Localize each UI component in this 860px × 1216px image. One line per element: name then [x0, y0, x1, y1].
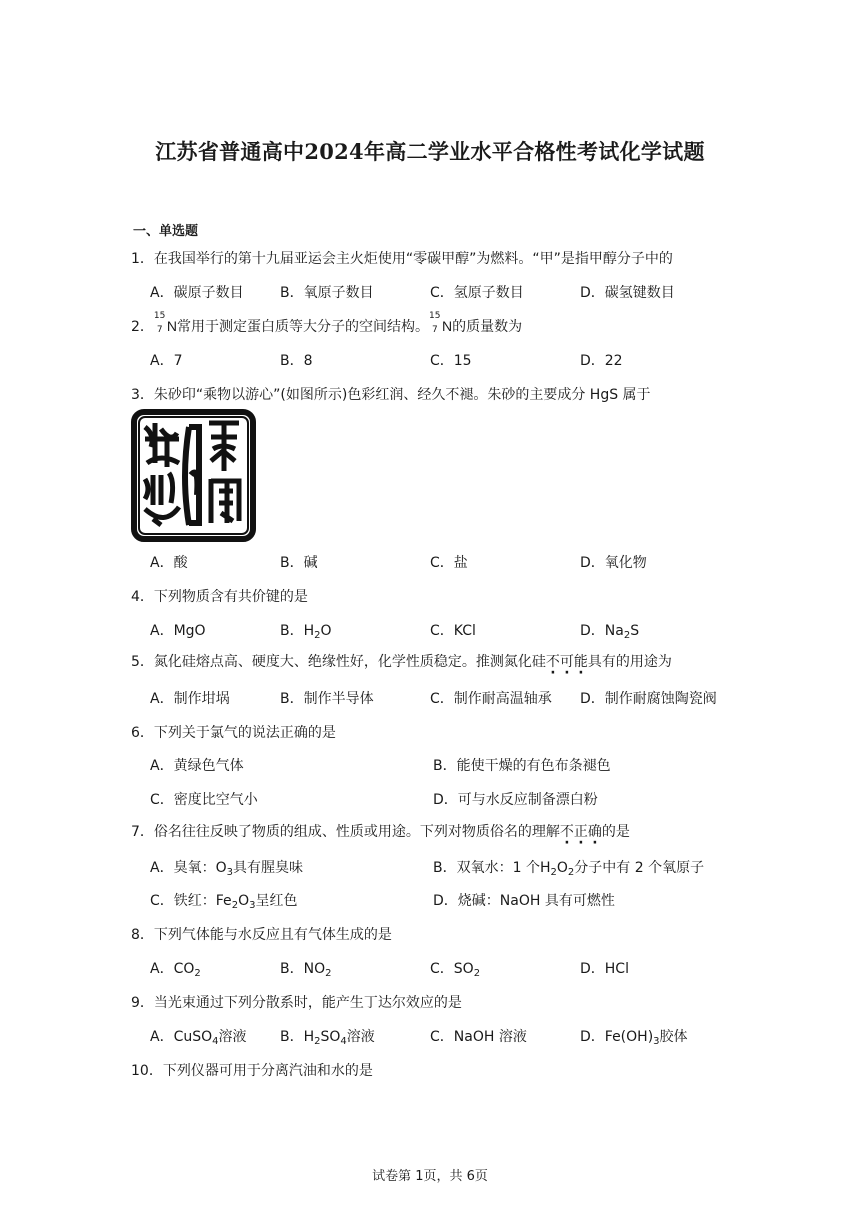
option-c: [430, 958, 480, 978]
subscript: 2: [473, 968, 481, 979]
subscript: 2: [314, 1036, 321, 1047]
option-d: [580, 620, 639, 640]
question-text: 在我国举行的第十九届亚运会主火炬使用“零碳甲醇”为燃料。“甲”是指甲醇分子中的: [153, 251, 673, 267]
emphasis-char: 不: [545, 654, 560, 670]
question-number: 9．: [131, 995, 154, 1011]
question-text: 下列关于氯气的说法正确的是: [153, 725, 336, 741]
element-symbol: N: [166, 318, 178, 334]
atomic-number: 7: [432, 325, 438, 335]
option-b-text: O: [320, 623, 332, 639]
option-a: A．黄绿色气体: [150, 758, 244, 774]
question-7: [131, 821, 630, 841]
question-text: 俗名往往反映了物质的组成、性质或用途。下列对物质俗名的理解: [153, 824, 560, 840]
option-d-text: D．Fe(OH): [580, 1029, 654, 1045]
option-b: B．碱: [280, 555, 318, 571]
option-b-text: O: [556, 860, 568, 876]
question-number: 7．: [131, 824, 154, 840]
question-number: 3．: [131, 387, 154, 403]
question-10: [131, 1060, 373, 1080]
option-b: [433, 857, 704, 877]
option-a: A．制作坩埚: [150, 691, 230, 707]
option-a: A．碳原子数目: [150, 285, 244, 301]
options-9: [150, 1026, 750, 1046]
emphasis-char: 正: [573, 824, 588, 840]
options-6-row2: [150, 789, 750, 809]
option-a: [150, 1026, 247, 1046]
question-text: 下列气体能与水反应且有气体生成的是: [153, 927, 392, 943]
isotope-notation: [429, 311, 442, 335]
option-d: D．HCl: [580, 961, 629, 977]
question-text-tail: 的是: [601, 824, 630, 840]
question-number: 6．: [131, 725, 154, 741]
page-title: 江苏省普通高中2024年高二学业水平合格性考试化学试题: [155, 139, 705, 164]
option-c: C．盐: [430, 555, 468, 571]
option-d: D．碳氢键数目: [580, 285, 675, 301]
option-b-text: B．双氧水：1 个H: [433, 860, 551, 876]
option-a-text: A．CO: [150, 961, 195, 977]
options-7-row2: [150, 890, 750, 910]
option-b: [280, 1026, 375, 1046]
question-number: 2．: [131, 319, 154, 335]
option-c: C．密度比空气小: [150, 792, 258, 808]
question-text: 朱砂印“乘物以游心”(如图所示)色彩红润、经久不褪。朱砂的主要成分 HgS 属于: [153, 387, 651, 403]
subscript: 2: [231, 900, 239, 911]
question-3: [131, 384, 651, 404]
option-d-text: S: [630, 623, 640, 639]
emphasis-char: 不: [559, 824, 574, 840]
option-c: C．制作耐高温轴承: [430, 691, 552, 707]
options-4: [150, 620, 750, 640]
mass-number: 15: [429, 311, 441, 321]
emphasis-char: 确: [587, 824, 602, 840]
option-b: B．8: [280, 353, 313, 369]
option-b: B．氧原子数目: [280, 285, 374, 301]
question-1: [131, 248, 673, 268]
option-c: C．15: [430, 353, 472, 369]
option-a-text: 溶液: [218, 1029, 247, 1045]
option-d-text: D．Na: [580, 623, 624, 639]
question-number: 4．: [131, 589, 154, 605]
option-c: [150, 890, 297, 910]
options-7-row1: [150, 857, 750, 877]
option-b: B．制作半导体: [280, 691, 374, 707]
question-9: [131, 992, 462, 1012]
question-text: 当光束通过下列分散系时，能产生丁达尔效应的是: [153, 995, 462, 1011]
option-b-text: B．NO: [280, 961, 326, 977]
subscript: 3: [653, 1036, 660, 1047]
option-b: B．能使干燥的有色布条褪色: [433, 758, 611, 774]
question-text-tail: 的质量数为: [452, 319, 523, 335]
element-symbol: N: [442, 318, 453, 334]
option-c: C．KCl: [430, 623, 476, 639]
option-b: [280, 620, 332, 640]
emphasis-char: 可: [559, 654, 574, 670]
option-c-text: 呈红色: [255, 893, 298, 909]
question-number: 1．: [131, 251, 154, 267]
atomic-number: 7: [156, 325, 163, 335]
option-b-text: 溶液: [346, 1029, 375, 1045]
option-b-text: B．H: [280, 1029, 315, 1045]
option-b-text: B．H: [280, 623, 315, 639]
emphasis-char: 能: [573, 654, 588, 670]
subscript: 3: [249, 900, 256, 911]
question-6: [131, 722, 336, 742]
option-a: [150, 857, 303, 877]
option-b-text: SO: [320, 1029, 341, 1045]
question-4: [131, 586, 308, 606]
option-a-text: A．CuSO: [150, 1029, 213, 1045]
question-number: 10．: [131, 1063, 163, 1079]
option-c-text: O: [238, 893, 250, 909]
option-b-text: 分子中有 2 个氧原子: [574, 860, 705, 876]
question-text: 下列仪器可用于分离汽油和水的是: [162, 1063, 373, 1079]
option-c: C．氢原子数目: [430, 285, 524, 301]
options-3: [150, 552, 750, 572]
option-a-text: A．臭氧：O: [150, 860, 227, 876]
question-8: [131, 924, 392, 944]
subscript: 2: [314, 630, 321, 641]
option-d: D．可与水反应制备漂白粉: [433, 792, 598, 808]
subscript: 2: [550, 867, 557, 878]
option-a: [150, 958, 201, 978]
question-5: [131, 651, 672, 671]
options-6-row1: [150, 755, 750, 775]
options-1: [150, 282, 750, 302]
subscript: 2: [623, 630, 631, 641]
options-2: [150, 350, 750, 370]
question-text-tail: 具有的用途为: [587, 654, 672, 670]
option-a: A．MgO: [150, 623, 206, 639]
option-c-text: C．SO: [430, 961, 474, 977]
subscript: 2: [567, 867, 575, 878]
question-text: 常用于测定蛋白质等大分子的空间结构。: [177, 319, 430, 335]
option-a: A．7: [150, 353, 183, 369]
mass-number: 15: [153, 311, 166, 321]
option-d: D．氧化物: [580, 555, 647, 571]
option-a: A．酸: [150, 555, 188, 571]
seal-image: [131, 409, 256, 542]
question-number: 5．: [131, 654, 154, 670]
subscript: 2: [325, 968, 332, 979]
subscript: 2: [194, 968, 201, 979]
option-a-text: 具有腥臭味: [232, 860, 303, 876]
option-d: D．22: [580, 353, 623, 369]
option-d: [580, 1026, 688, 1046]
subscript: 4: [340, 1036, 347, 1047]
subscript: 4: [212, 1036, 219, 1047]
question-text: 氮化硅熔点高、硬度大、绝缘性好，化学性质稳定。推测氮化硅: [153, 654, 546, 670]
section-heading: 一、单选题: [133, 224, 199, 239]
option-d: D．制作耐腐蚀陶瓷阀: [580, 691, 717, 707]
question-text: 下列物质含有共价键的是: [153, 589, 308, 605]
option-d-text: 胶体: [659, 1029, 688, 1045]
options-8: [150, 958, 750, 978]
options-5: [150, 688, 750, 708]
option-d: D．烧碱：NaOH 具有可燃性: [433, 893, 615, 909]
question-number: 8．: [131, 927, 154, 943]
isotope-notation: [153, 311, 167, 335]
page-footer: 试卷第 1页，共 6页: [372, 1169, 488, 1184]
subscript: 3: [226, 867, 233, 878]
option-b: [280, 958, 331, 978]
question-2: [131, 311, 523, 336]
option-c: C．NaOH 溶液: [430, 1029, 527, 1045]
option-c-text: C．铁红：Fe: [150, 893, 232, 909]
